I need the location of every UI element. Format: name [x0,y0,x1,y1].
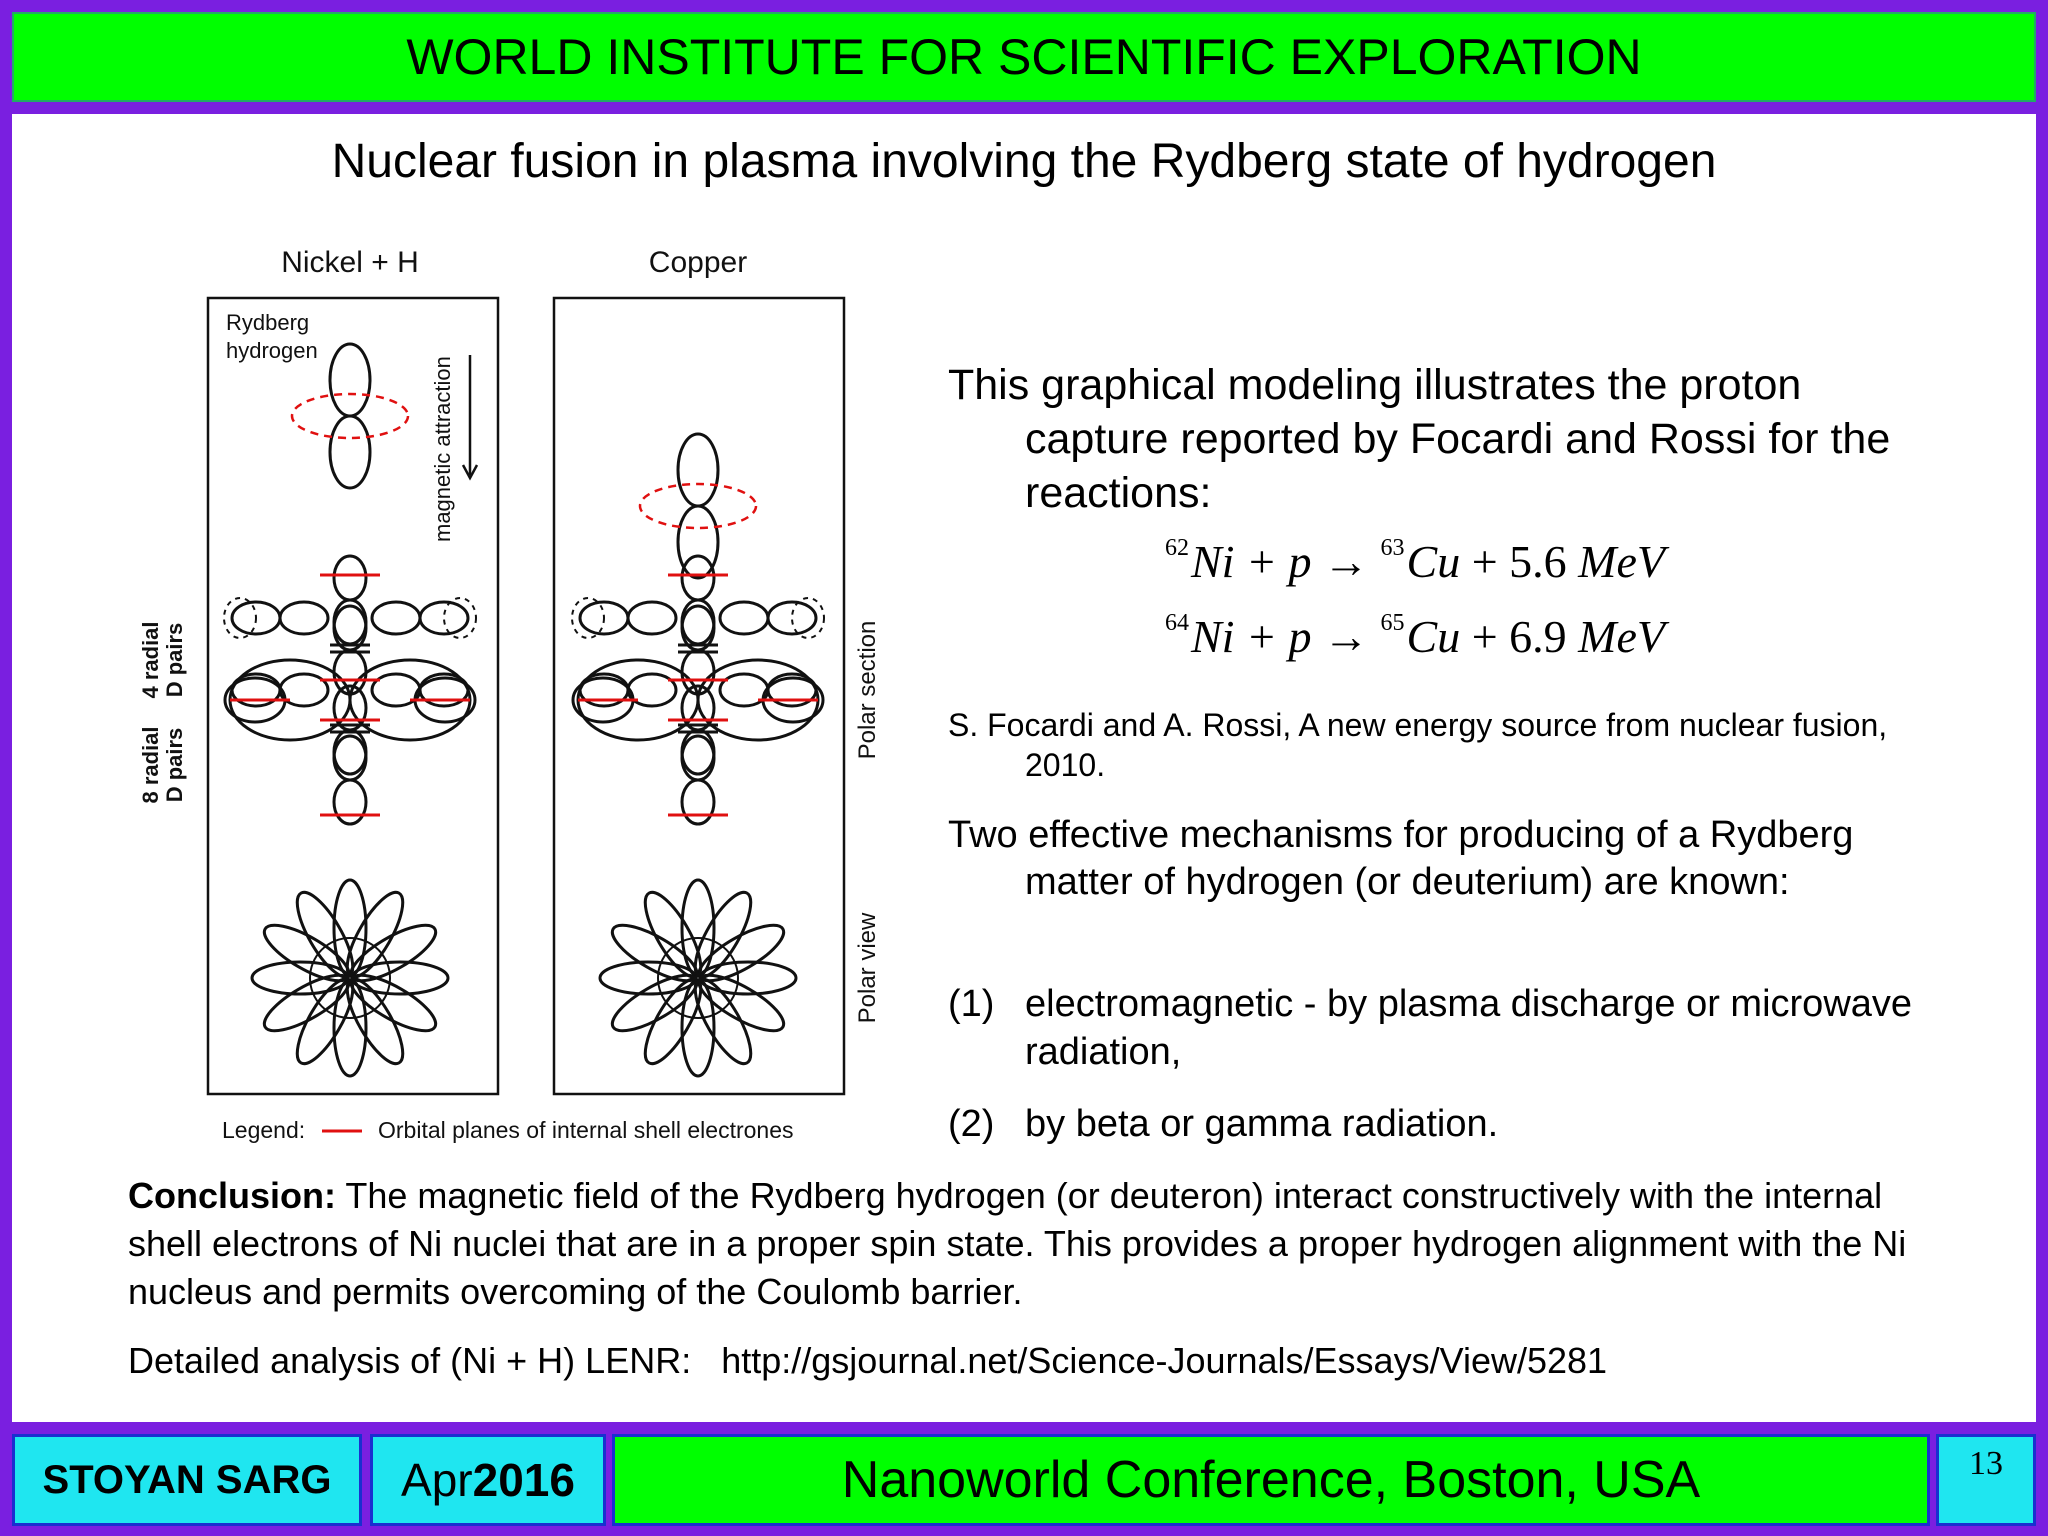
legend-prefix: Legend: [222,1117,306,1143]
equation-2 [1165,610,1665,663]
eq2-energy: + 6.9 [1460,611,1579,662]
eq2-e1: Ni [1191,611,1235,662]
org-title: WORLD INSTITUTE FOR SCIENTIFIC EXPLORATION [406,29,1642,85]
polar-section-label: Polar section [854,620,881,760]
eq1-energy: + 5.6 [1460,536,1579,587]
copper-polar-view [600,880,796,1076]
equation-1 [1165,535,1665,588]
left-label-1a: 4 radial [138,621,163,699]
footer-date [370,1434,606,1526]
orbital-figure [130,220,890,1160]
mechanism-number: (2) [948,1103,995,1145]
analysis-label: Detailed analysis of (Ni + H) LENR: [128,1340,692,1381]
magnetic-label: magnetic attraction [430,356,455,542]
down-arrow-icon [463,355,477,478]
analysis-url[interactable]: http://gsjournal.net/Science-Journals/Essays/View/5281 [721,1340,1608,1381]
rydberg-label-1: Rydberg [226,310,310,335]
left-label-2b: D pairs [162,727,187,803]
reference-text: S. Focardi and A. Rossi, A new energy source from nuclear fusion, 2010. [948,707,1888,783]
date-year: 2016 [472,1454,575,1506]
date-month: Apr [401,1454,473,1506]
eq1-a1: 62 [1165,535,1189,561]
footer-conference [612,1434,1930,1526]
eq2-e2: Cu [1406,611,1461,662]
rydberg-label-2: hydrogen [226,338,318,363]
page-number: 13 [1969,1445,2003,1482]
footer-page-number [1936,1434,2036,1526]
mechanism-text: by beta or gamma radiation. [1025,1103,1499,1145]
polar-view-label: Polar view [854,912,881,1024]
col1-title: Nickel + H [281,246,419,279]
eq1-e2: Cu [1406,536,1461,587]
copper-cluster [572,556,824,824]
eq1-e1: Ni [1191,536,1235,587]
eq1-a2: 63 [1380,535,1405,561]
reference-block [948,705,1948,785]
eq2-a1: 64 [1165,610,1189,636]
footer-author [12,1434,362,1526]
eq2-unit: MeV [1578,611,1665,662]
left-label-2a: 8 radial [138,726,163,804]
intro-block [948,358,1948,520]
eq2-mid: + p → [1234,611,1381,662]
mechanism-text: electromagnetic - by plasma discharge or microwave radiation, [1025,983,1913,1073]
conclusion-label: Conclusion: [128,1175,336,1216]
intro-text: This graphical modeling illustrates the proton capture reported by Focardi and Rossi for the reactions: [948,361,1891,517]
nickel-polar-view [252,880,448,1076]
eq2-a2: 65 [1380,610,1405,636]
mechanisms-block [948,812,1948,906]
conclusion-paragraph [128,1172,1948,1316]
eq1-mid: + p → [1234,536,1381,587]
conference-name: Nanoworld Conference, Boston, USA [841,1451,1701,1509]
mechanisms-intro: Two effective mechanisms for producing of a Rydberg matter of hydrogen (or deuterium) are known: [948,814,1854,903]
slide-title: Nuclear fusion in plasma involving the Rydberg state of hydrogen [331,135,1717,188]
author-name: STOYAN SARG [42,1457,332,1502]
analysis-line [128,1340,1607,1382]
eq1-unit: MeV [1578,536,1665,587]
legend-text: Orbital planes of internal shell electrones [378,1117,794,1143]
rydberg-hydrogen-nickel [292,344,408,488]
mechanism-number: (1) [948,983,995,1025]
left-label-1b: D pairs [162,622,187,698]
conclusion-text: The magnetic field of the Rydberg hydrogen (or deuteron) interact constructively with the internal shell electrons of Ni nuclei that are in a proper spin state. This provides a proper hydrogen alignment with the Ni nucleus and permits overcoming of the Coulomb barrier. [128,1175,1907,1312]
nickel-cluster [224,556,476,824]
col2-title: Copper [648,246,748,279]
header-bar [12,12,2036,102]
